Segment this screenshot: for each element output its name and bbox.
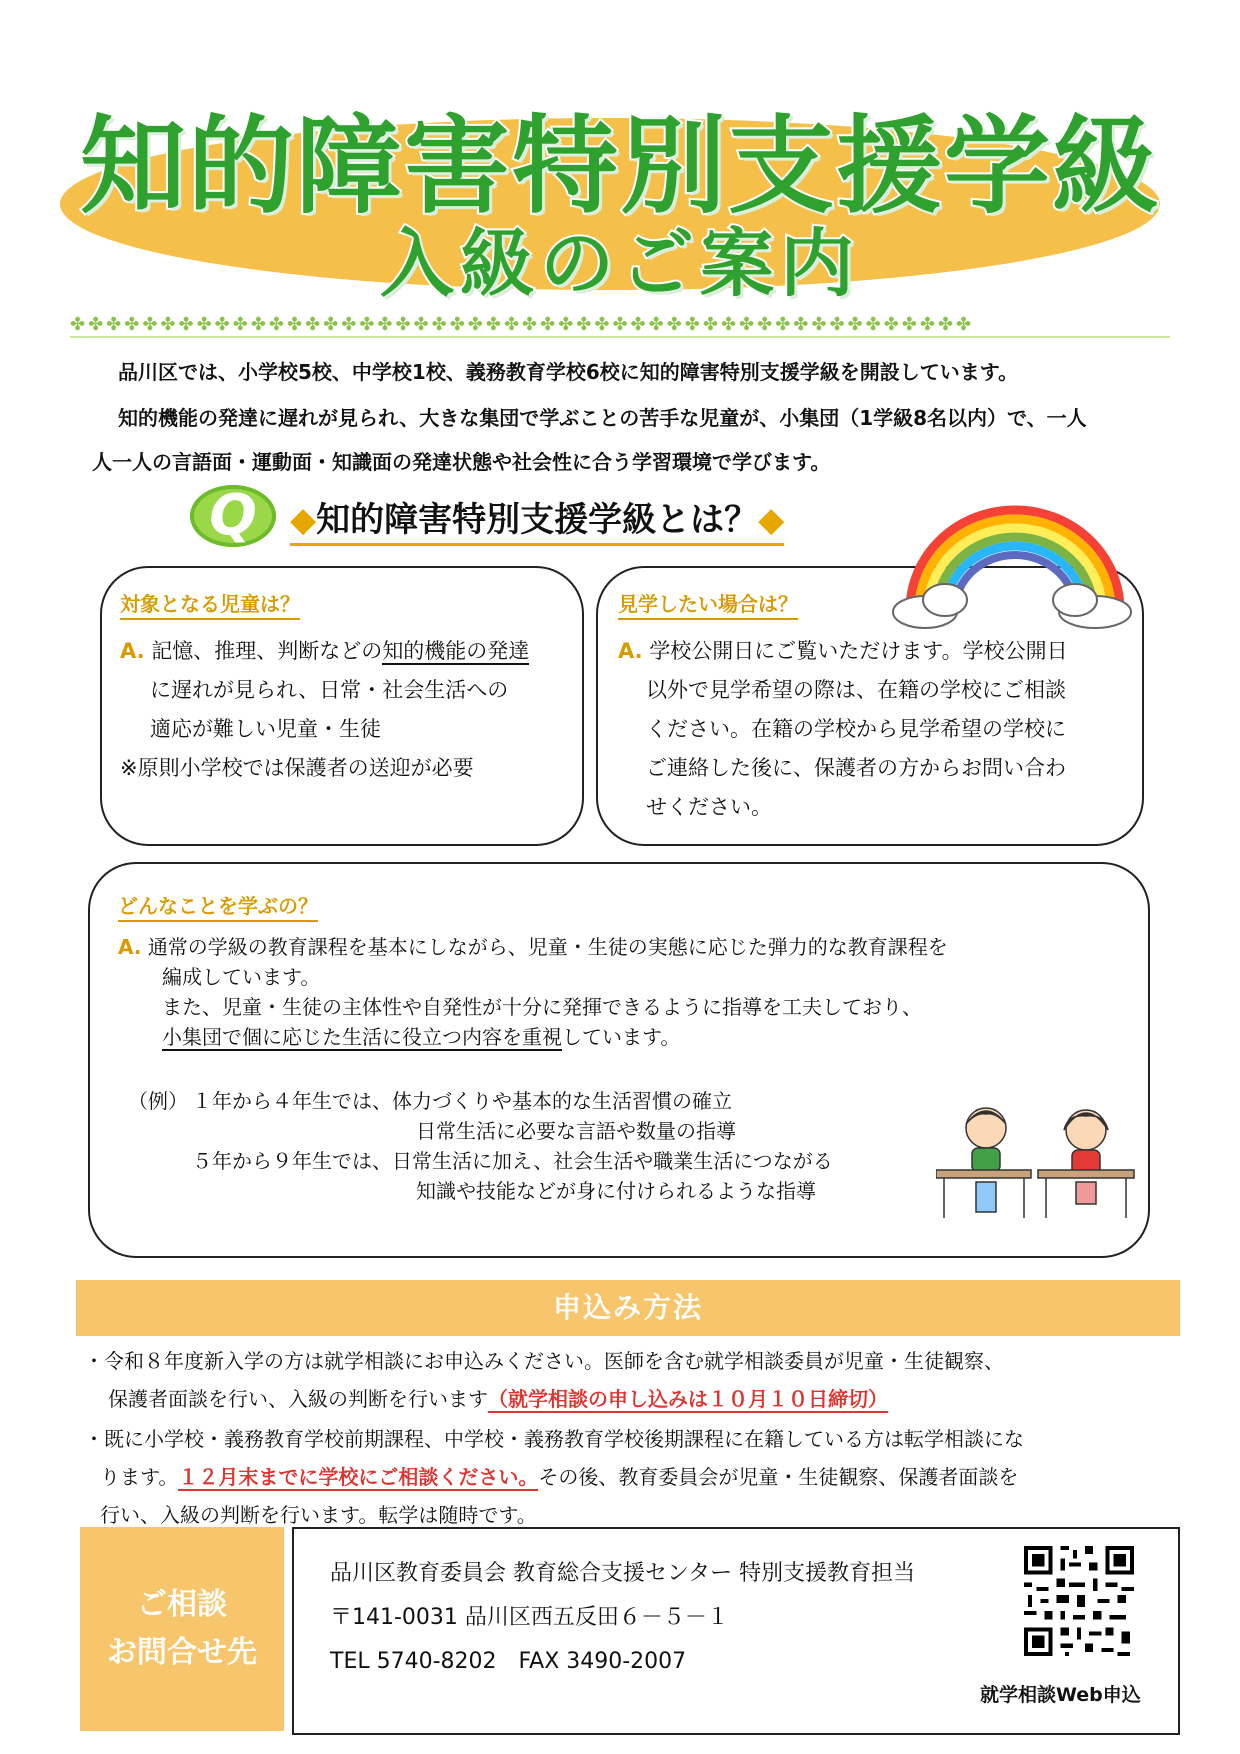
learning-line-2: 編成しています。 [162, 965, 321, 989]
visit-text: 学校公開日にご覧いただけます。学校公開日 [649, 639, 1068, 663]
students-at-desks-illustration [936, 1090, 1136, 1220]
target-text-underlined: 知的機能の発達 [382, 639, 530, 663]
target-note: ※原則小学校では保護者の送迎が必要 [120, 756, 474, 780]
visit-answer-line-4: ご連絡した後に、保護者の方からお問い合わ [646, 756, 1066, 780]
example-1a: １年から４年生では、体力づくりや基本的な生活習慣の確立 [192, 1089, 732, 1113]
contact-label [80, 1527, 284, 1731]
contact-organization: 品川区教育委員会 教育総合支援センター 特別支援教育担当 [330, 1561, 916, 1586]
target-text: 記憶、推理、判断などの [151, 639, 383, 663]
target-answer-line-3: 適応が難しい児童・生徒 [150, 717, 381, 741]
apply-p2-line-2 [100, 1458, 1200, 1496]
answer-mark: A. [618, 639, 643, 663]
answer-mark: A. [118, 935, 142, 959]
target-heading: 対象となる児童は？ [120, 588, 300, 620]
contact-address: 〒141-0031 品川区西五反田６－５－１ [330, 1605, 729, 1630]
learning-text: 通常の学級の教育課程を基本にしながら、児童・生徒の実態に応じた弾力的な教育課程を [147, 935, 948, 959]
rainbow-icon [890, 500, 1140, 630]
apply-text: 保護者面談を行い、入級の判断を行います [108, 1387, 488, 1411]
example-2a: ５年から９年生では、日常生活に加え、社会生活や職業生活につながる [192, 1149, 833, 1173]
target-answer-line-1 [120, 632, 529, 671]
consult-notice: １２月末までに学校にご相談ください。 [178, 1465, 539, 1489]
visit-answer-line-1 [618, 632, 1068, 671]
example-1b: 日常生活に必要な言語や数量の指導 [416, 1119, 736, 1143]
apply-text: その後、教育委員会が児童・生徒観察、保護者面談を [538, 1465, 1019, 1489]
apply-p1-line-2 [108, 1380, 1208, 1418]
visit-answer-line-2: 以外で見学希望の際は、在籍の学校にご相談 [646, 678, 1066, 702]
diamond-icon: ◆ [290, 500, 317, 540]
visit-heading: 見学したい場合は？ [618, 588, 798, 620]
contact-label-line-1: ご相談 [137, 1587, 227, 1622]
q-badge-icon: Q [190, 485, 276, 547]
apply-p1-line-1: ・令和８年度新入学の方は就学相談にお申込みください。医師を含む就学相談委員が児童・生徒観察、 [84, 1349, 1004, 1373]
learning-line-1 [118, 932, 948, 962]
qr-caption: 就学相談Web申込 [980, 1684, 1141, 1706]
apply-text: ります。 [100, 1465, 179, 1489]
intro-line-3: 人一人の言語面・運動面・知識面の発達状態や社会性に合う学習環境で学びます。 [92, 450, 831, 474]
deadline-notice: （就学相談の申し込みは１０月１０日締切） [488, 1387, 888, 1411]
intro-line-2: 知的機能の発達に遅れが見られ、大きな集団で学ぶことの苦手な児童が、小集団（1学級8名以内）で、一人 [118, 406, 1087, 430]
visit-answer-line-3: ください。在籍の学校から見学希望の学校に [646, 717, 1066, 741]
learning-line-3: また、児童・生徒の主体性や自発性が十分に発揮できるように指導を工夫しており、 [162, 995, 922, 1019]
contact-phone-fax: TEL 5740-8202 FAX 3490-2007 [330, 1649, 687, 1674]
learning-heading: どんなことを学ぶの？ [118, 890, 318, 922]
apply-section-heading: 申込み方法 [76, 1280, 1180, 1336]
learning-text: しています。 [562, 1025, 681, 1049]
main-title: 知的障害特別支援学級 [80, 105, 1160, 228]
clover-divider: ✤✤✤✤✤✤✤✤✤✤✤✤✤✤✤✤✤✤✤✤✤✤✤✤✤✤✤✤✤✤✤✤✤✤✤✤✤✤✤✤✤✤✤✤✤✤✤✤✤✤ [70, 314, 1170, 338]
q-title-text: 知的障害特別支援学級とは？ [316, 500, 759, 540]
diamond-icon: ◆ [758, 500, 785, 540]
target-answer-line-2: に遅れが見られ、日常・社会生活への [150, 678, 509, 702]
contact-label-line-2: お問合せ先 [107, 1635, 257, 1670]
learning-line-4 [162, 1022, 680, 1052]
learning-text-underlined: 小集団で個に応じた生活に役立つ内容を重視 [162, 1025, 562, 1049]
intro-line-1: 品川区では、小学校5校、中学校1校、義務教育学校6校に知的障害特別支援学級を開設しています。 [118, 360, 1019, 384]
answer-mark: A. [120, 639, 145, 663]
q-section-title [290, 492, 784, 546]
apply-p2-line-1: ・既に小学校・義務教育学校前期課程、中学校・義務教育学校後期課程に在籍している方は転学相談にな [84, 1427, 1024, 1451]
example-2b: 知識や技能などが身に付けられるような指導 [416, 1179, 816, 1203]
example-label: （例） [128, 1089, 188, 1113]
apply-p2-line-3: 行い、入級の判断を行います。転学は随時です。 [100, 1503, 537, 1527]
visit-answer-line-5: せください。 [646, 795, 772, 819]
sub-title: 入級のご案内 [380, 221, 860, 307]
qr-code[interactable] [1020, 1542, 1138, 1660]
